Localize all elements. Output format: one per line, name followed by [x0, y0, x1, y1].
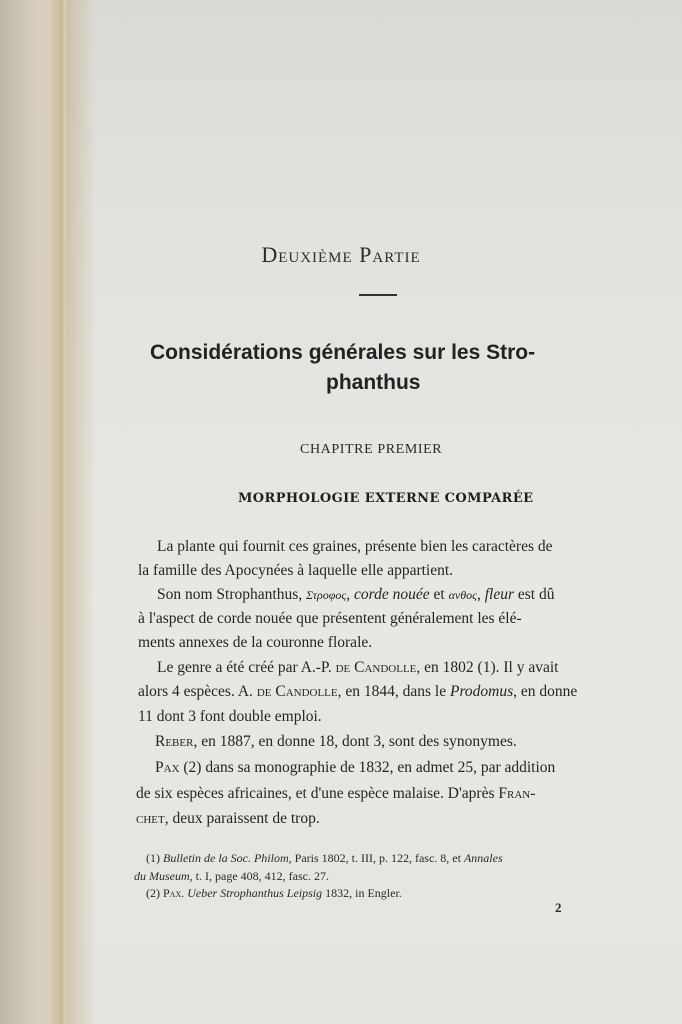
- text-run: (2) dans sa monographie de 1832, en admet 25, par addition: [179, 759, 556, 776]
- text-run: , en 1802 (1). Il y avait: [416, 659, 559, 676]
- italic-text: corde nouée: [354, 586, 430, 603]
- chapter-heading: CHAPITRE PREMIER: [300, 442, 443, 457]
- small-caps-name: Fran-: [498, 785, 536, 802]
- text-run: , Paris 1802, t. III, p. 122, fasc. 8, et: [288, 851, 464, 865]
- part-title: Deuxième Partie: [261, 242, 421, 267]
- text-run: , t. I, page 408, 412, fasc. 27.: [189, 869, 329, 883]
- footnote-1-continued: [134, 869, 329, 884]
- body-line: [157, 586, 554, 604]
- main-title-line-1: Considérations générales sur les Stro-: [150, 341, 536, 364]
- footnote-1: [146, 851, 503, 866]
- italic-text: du Museum: [134, 869, 190, 883]
- text-run: , en 1844, dans le: [337, 683, 450, 700]
- text-run: est dû: [514, 586, 555, 603]
- small-caps-name: Pax: [163, 886, 182, 900]
- small-caps-name: chet: [136, 810, 165, 827]
- body-line: [136, 810, 320, 828]
- footnote-2: [146, 886, 402, 901]
- body-line: [155, 759, 555, 777]
- gutter-shadow: [66, 0, 96, 1024]
- text-run: Le genre a été créé par A.-P.: [157, 659, 336, 676]
- small-caps-name: de Candolle: [256, 683, 338, 700]
- text-run: ,: [346, 586, 355, 603]
- body-line: [136, 785, 535, 803]
- body-line: ments annexes de la couronne florale.: [138, 634, 373, 651]
- footnote-number: (2): [146, 886, 163, 900]
- text-run: de six espèces africaines, et d'une espèce malaise. D'après: [136, 785, 499, 802]
- title-rule: [359, 294, 397, 296]
- small-caps-name: Pax: [155, 759, 180, 776]
- text-run: ,: [476, 586, 485, 603]
- small-caps-name: Reber: [155, 733, 194, 750]
- text-run: , en 1887, en donne 18, dont 3, sont des synonymes.: [193, 733, 517, 750]
- italic-text: Prodomus: [449, 683, 514, 700]
- italic-text: Ueber Strophanthus Leipsig: [187, 886, 323, 900]
- body-line: à l'aspect de corde nouée que présentent généralement les élé-: [138, 610, 522, 627]
- body-line: La plante qui fournit ces graines, présente bien les caractères de: [157, 538, 553, 555]
- italic-text: Bulletin de la Soc. Philom: [163, 851, 289, 865]
- text-run: Son nom Strophanthus,: [157, 586, 306, 603]
- greek-word: ανθος: [448, 588, 477, 602]
- page-number: 2: [555, 900, 562, 915]
- body-line: [157, 659, 558, 677]
- text-run: et: [429, 586, 449, 603]
- text-run: .: [181, 886, 188, 900]
- small-caps-name: de Candolle: [335, 659, 417, 676]
- body-line: 11 dont 3 font double emploi.: [138, 708, 322, 725]
- greek-word: Στροφος: [305, 588, 347, 602]
- italic-text: fleur: [484, 586, 514, 603]
- body-line: la famille des Apocynées à laquelle elle appartient.: [138, 562, 454, 579]
- section-heading: MORPHOLOGIE EXTERNE COMPARÉE: [238, 491, 534, 506]
- footnote-number: (1): [146, 851, 163, 865]
- main-title: [150, 338, 610, 398]
- book-page-edges: [0, 0, 66, 1024]
- italic-text: Annales: [463, 851, 503, 865]
- text-run: , en donne: [513, 683, 578, 700]
- main-title-line-2: phanthus: [326, 371, 421, 394]
- text-run: alors 4 espèces. A.: [138, 683, 257, 700]
- text-run: , deux paraissent de trop.: [164, 810, 320, 827]
- text-run: 1832, in Engler.: [322, 886, 402, 900]
- body-line: [138, 683, 577, 701]
- body-line: [155, 733, 517, 751]
